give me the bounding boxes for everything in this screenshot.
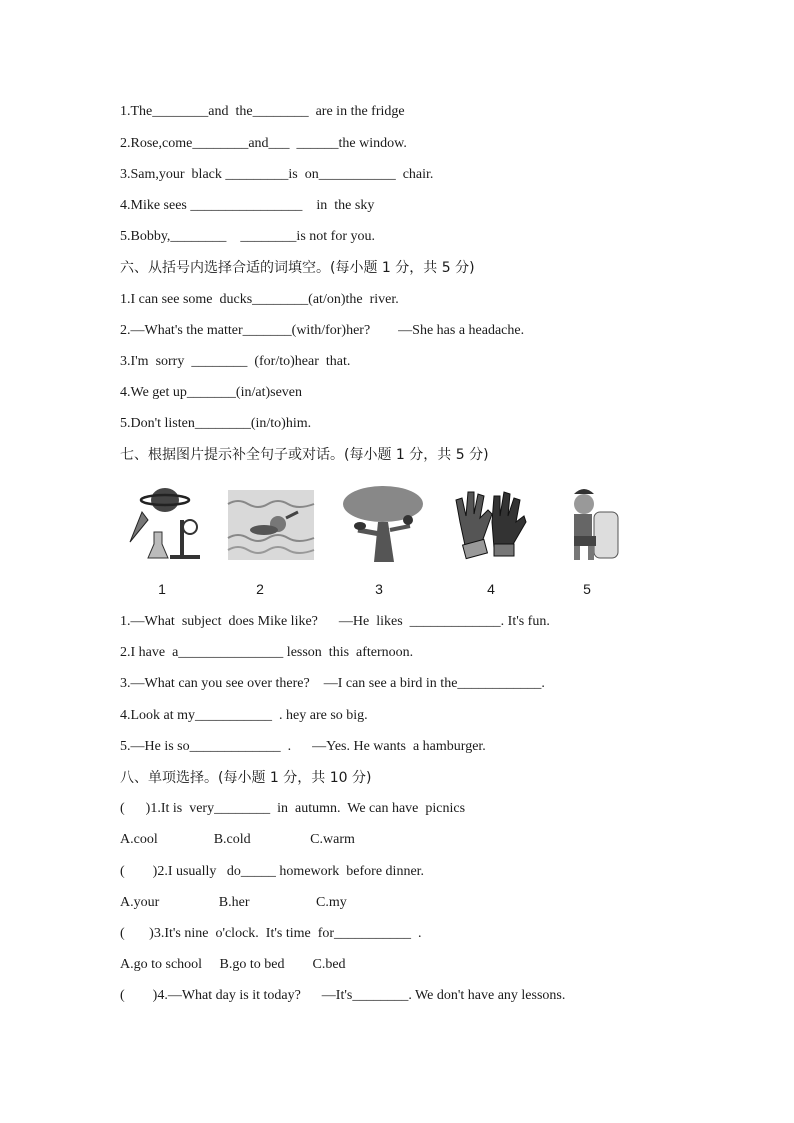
science-lab-icon: [120, 482, 210, 564]
exercise-line: 4.Look at my___________ . hey are so big.: [120, 708, 368, 723]
question-line: ( )4.—What day is it today? —It's________. We don't have any lessons.: [120, 988, 566, 1003]
hungry-boy-icon: [544, 482, 634, 564]
exercise-line: 2.Rose,come________and___ ______the window.: [120, 136, 407, 151]
exercise-line: 2.I have a_______________ lesson this afternoon.: [120, 645, 414, 660]
picture-number: 5: [583, 581, 591, 597]
section-seven-title: 七、根据图片提示补全句子或对话。(每小题 1 分，共 5 分): [120, 447, 489, 463]
exercise-line: 5.Bobby,________ ________is not for you.: [120, 229, 375, 244]
bird-in-tree-icon: [338, 482, 428, 564]
exercise-line: 4.Mike sees ________________ in the sky: [120, 198, 375, 213]
picture-number: 4: [487, 581, 495, 597]
exercise-line: 3.Sam,your black _________is on___________ chair.: [120, 167, 434, 182]
section-six-title: 六、从括号内选择合适的词填空。(每小题 1 分，共 5 分): [120, 260, 475, 276]
exercise-line: 5.Don't listen________(in/to)him.: [120, 416, 312, 431]
picture-number: 2: [256, 581, 264, 597]
exercise-line: 4.We get up_______(in/at)seven: [120, 385, 302, 400]
exercise-line: 5.—He is so_____________ . —Yes. He wants a hamburger.: [120, 739, 486, 754]
options-line: A.cool B.cold C.warm: [120, 832, 355, 847]
exercise-line: 3.I'm sorry ________ (for/to)hear that.: [120, 354, 351, 369]
picture-number: 1: [158, 581, 166, 597]
question-line: ( )2.I usually do_____ homework before dinner.: [120, 864, 425, 879]
section-eight-title: 八、单项选择。(每小题 1 分，共 10 分): [120, 770, 372, 786]
swimming-icon: [226, 482, 316, 564]
options-line: A.go to school B.go to bed C.bed: [120, 957, 346, 972]
exercise-line: 2.—What's the matter_______(with/for)her? —She has a headache.: [120, 323, 525, 338]
exercise-line: 1.The________and the________ are in the fridge: [120, 104, 405, 119]
exercise-line: 3.—What can you see over there? —I can see a bird in the____________.: [120, 676, 545, 691]
exercise-line: 1.—What subject does Mike like? —He likes _____________. It's fun.: [120, 614, 550, 629]
exercise-line: 1.I can see some ducks________(at/on)the river.: [120, 292, 399, 307]
question-line: ( )1.It is very________ in autumn. We can have picnics: [120, 801, 466, 816]
options-line: A.your B.her C.my: [120, 895, 347, 910]
picture-number: 3: [375, 581, 383, 597]
question-line: ( )3.It's nine o'clock. It's time for___________ .: [120, 926, 422, 941]
gloves-icon: [446, 482, 536, 564]
